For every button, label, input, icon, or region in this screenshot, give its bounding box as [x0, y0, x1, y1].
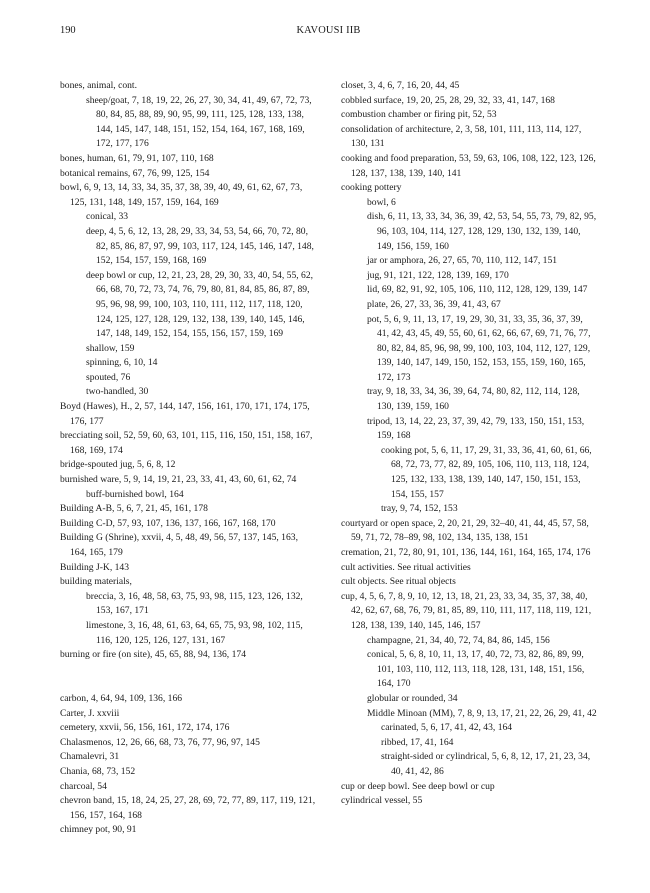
index-entry: burning or fire (on site), 45, 65, 88, 94, 136, 174 — [60, 649, 246, 661]
index-entry: cult objects. See ritual objects — [341, 576, 456, 588]
index-entry: Chalasmenos, 12, 26, 66, 68, 73, 76, 77, 96, 97, 145 — [60, 736, 260, 748]
index-subentry: champagne, 21, 34, 40, 72, 74, 84, 86, 145, 156 — [367, 634, 550, 646]
index-subentry: Middle Minoan (MM), 7, 8, 9, 13, 17, 21, 22, 26, 29, 41, 42 — [367, 707, 597, 719]
index-subentry: conical, 5, 6, 8, 10, 11, 13, 17, 40, 72, 73, 82, 86, 89, 99, 101, 103, 110, 112, 113, 118, 128, 131, 148, 151, 156, 164, 170 — [367, 649, 585, 690]
index-entry: cult activities. See ritual activities — [341, 561, 471, 573]
index-entry: courtyard or open space, 2, 20, 21, 29, 32–40, 41, 44, 45, 57, 58, 59, 71, 72, 78–89, 98, 102, 134, 135, 138, 151 — [341, 517, 589, 544]
index-entry: cremation, 21, 72, 80, 91, 101, 136, 144, 161, 164, 165, 174, 176 — [341, 547, 591, 558]
index-entry: cooking pottery — [341, 182, 402, 194]
index-column-right — [341, 79, 597, 809]
index-entry: Chania, 68, 73, 152 — [60, 765, 136, 777]
index-subentry: lid, 69, 82, 91, 92, 105, 106, 110, 112, 128, 129, 139, 147 — [367, 284, 588, 296]
index-subentry: conical, 33 — [86, 211, 129, 223]
index-column-left — [60, 79, 316, 838]
index-subentry: deep, 4, 5, 6, 12, 13, 28, 29, 33, 34, 53, 54, 66, 70, 72, 80, 82, 85, 86, 87, 97, 99, 103, 117, 124, 145, 146, 147, 148, 152, 154, 157, 159, 168, 169 — [86, 225, 314, 267]
index-entry: Building J-K, 143 — [60, 561, 130, 573]
index-entry: bridge-spouted jug, 5, 6, 8, 12 — [60, 459, 176, 471]
index-subentry: two-handled, 30 — [86, 386, 149, 398]
index-subentry: tray, 9, 74, 152, 153 — [381, 503, 458, 515]
index-entry: consolidation of architecture, 2, 3, 58, 101, 111, 113, 114, 127, 130, 131 — [341, 123, 582, 150]
index-entry: cylindrical vessel, 55 — [341, 795, 423, 807]
index-subentry: cooking pot, 5, 6, 11, 17, 29, 31, 33, 36, 41, 60, 61, 66, 68, 72, 73, 77, 82, 89, 105, 106, 110, 113, 118, 124, 125, 132, 133, 138, 139, 140, 147, 150, 151, 153, 154, 155, 157 — [381, 444, 592, 500]
index-subentry: tray, 9, 18, 33, 34, 36, 39, 64, 74, 80, 82, 112, 114, 128, 130, 139, 159, 160 — [367, 386, 580, 413]
index-entry: Building C-D, 57, 93, 107, 136, 137, 166, 167, 168, 170 — [60, 517, 276, 529]
index-subentry: buff-burnished bowl, 164 — [86, 488, 184, 500]
index-entry: bones, human, 61, 79, 91, 107, 110, 168 — [60, 152, 214, 164]
index-subentry: sheep/goat, 7, 18, 19, 22, 26, 27, 30, 34, 41, 49, 67, 72, 73, 80, 84, 85, 88, 89, 90, 95, 99, 111, 125, 128, 133, 138, 144, 145, 147, 148, 151, 152, 154, 164, 167, 168, 169, 172, 177, 176 — [86, 94, 312, 150]
index-subentry: dish, 6, 11, 13, 33, 34, 36, 39, 42, 53, 54, 55, 73, 79, 82, 95, 96, 103, 104, 114, 127, 128, 129, 130, 132, 139, 140, 149, 156, 159, 160 — [367, 211, 597, 252]
index-entry: bowl, 6, 9, 13, 14, 33, 34, 35, 37, 38, 39, 40, 49, 61, 62, 67, 73, 125, 131, 148, 149, 157, 159, 164, 169 — [60, 182, 303, 208]
index-subentry: pot, 5, 6, 9, 11, 13, 17, 19, 29, 30, 31, 33, 35, 36, 37, 39, 41, 42, 43, 45, 49, 55, 60, 61, 62, 66, 67, 69, 71, 76, 77, 80, 82, 84, 85, 96, 98, 99, 100, 103, 104, 112, 127, 129, 139, 140, 147, 149, 150, 152, 153, 155, 159, 160, 165, 172, 173 — [367, 313, 591, 383]
index-entry: carbon, 4, 64, 94, 109, 136, 166 — [60, 692, 183, 704]
index-entry: building materials, — [60, 576, 132, 588]
index-entry: brecciating soil, 52, 59, 60, 63, 101, 115, 116, 150, 151, 158, 167, 168, 169, 174 — [60, 430, 313, 456]
running-title: KAVOUSI IIB — [296, 25, 361, 36]
index-entry: chevron band, 15, 18, 24, 25, 27, 28, 69, 72, 77, 89, 117, 119, 121, 156, 157, 164, 168 — [60, 795, 316, 821]
index-subentry: breccia, 3, 16, 48, 58, 63, 75, 93, 98, 115, 123, 126, 132, 153, 167, 171 — [86, 590, 303, 617]
index-subentry: ribbed, 17, 41, 164 — [381, 736, 454, 748]
index-entry: closet, 3, 4, 6, 7, 16, 20, 44, 45 — [341, 80, 460, 91]
index-subentry: spinning, 6, 10, 14 — [86, 357, 158, 369]
index-entry: cemetery, xxvii, 56, 156, 161, 172, 174, 176 — [60, 722, 230, 734]
index-entry: chimney pot, 90, 91 — [60, 824, 137, 836]
index-entry: charcoal, 54 — [60, 780, 107, 792]
index-subentry: jar or amphora, 26, 27, 65, 70, 110, 112, 147, 151 — [367, 255, 558, 267]
page-header — [60, 25, 597, 41]
index-subentry: tripod, 13, 14, 22, 23, 37, 39, 42, 79, 133, 150, 151, 153, 159, 168 — [367, 415, 585, 442]
index-entry: burnished ware, 5, 9, 14, 19, 21, 23, 33, 41, 43, 60, 61, 62, 74 — [60, 474, 297, 486]
index-subentry: plate, 26, 27, 33, 36, 39, 41, 43, 67 — [367, 298, 501, 310]
index-entry: Chamalevri, 31 — [60, 751, 120, 763]
index-entry: cup, 4, 5, 6, 7, 8, 9, 10, 12, 13, 18, 21, 23, 33, 34, 35, 37, 38, 40, 42, 62, 67, 68, 76, 79, 81, 85, 89, 110, 111, 117, 118, 119, 121, 128, 138, 139, 140, 145, 146, 157 — [341, 590, 592, 631]
index-entry: Boyd (Hawes), H., 2, 57, 144, 147, 156, 161, 170, 171, 174, 175, 176, 177 — [60, 401, 310, 427]
index-entry: combustion chamber or firing pit, 52, 53 — [341, 109, 497, 121]
index-entry: Building G (Shrine), xxvii, 4, 5, 48, 49, 56, 57, 137, 145, 163, 164, 165, 179 — [60, 532, 298, 558]
page-number: 190 — [60, 25, 76, 36]
index-subentry: shallow, 159 — [86, 342, 135, 354]
index-entry: botanical remains, 67, 76, 99, 125, 154 — [60, 167, 210, 179]
index-entry: cup or deep bowl. See deep bowl or cup — [341, 780, 495, 792]
index-subentry: bowl, 6 — [367, 196, 396, 208]
index-entry: bones, animal, cont. — [60, 80, 137, 91]
index-subentry: globular or rounded, 34 — [367, 692, 458, 704]
index-subentry: jug, 91, 121, 122, 128, 139, 169, 170 — [367, 269, 509, 281]
index-subentry: straight-sided or cylindrical, 5, 6, 8, 12, 17, 21, 23, 34, 40, 41, 42, 86 — [381, 751, 591, 777]
index-subentry: limestone, 3, 16, 48, 61, 63, 64, 65, 75, 93, 98, 102, 115, 116, 120, 125, 126, 127, 131, 167 — [86, 619, 303, 646]
index-subentry: spouted, 76 — [86, 371, 131, 383]
index-entry: cooking and food preparation, 53, 59, 63, 106, 108, 122, 123, 126, 128, 137, 138, 139, 140, 141 — [341, 152, 596, 179]
index-subentry: deep bowl or cup, 12, 21, 23, 28, 29, 30, 33, 40, 54, 55, 62, 66, 68, 70, 72, 73, 74, 76, 79, 80, 81, 84, 85, 86, 87, 89, 95, 96, 98, 99, 100, 103, 110, 111, 112, 117, 118, 120, 124, 125, 127, 128, 129, 132, 138, 139, 140, 145, 146, 147, 148, 149, 152, 154, 155, 156, 157, 159, 169 — [86, 269, 314, 340]
index-entry: Carter, J. xxviii — [60, 707, 120, 719]
index-entry: Building A-B, 5, 6, 7, 21, 45, 161, 178 — [60, 503, 208, 515]
index-subentry: carinated, 5, 6, 17, 41, 42, 43, 164 — [381, 722, 513, 734]
index-entry: cobbled surface, 19, 20, 25, 28, 29, 32, 33, 41, 147, 168 — [341, 94, 555, 106]
entry-spacer — [60, 663, 316, 692]
